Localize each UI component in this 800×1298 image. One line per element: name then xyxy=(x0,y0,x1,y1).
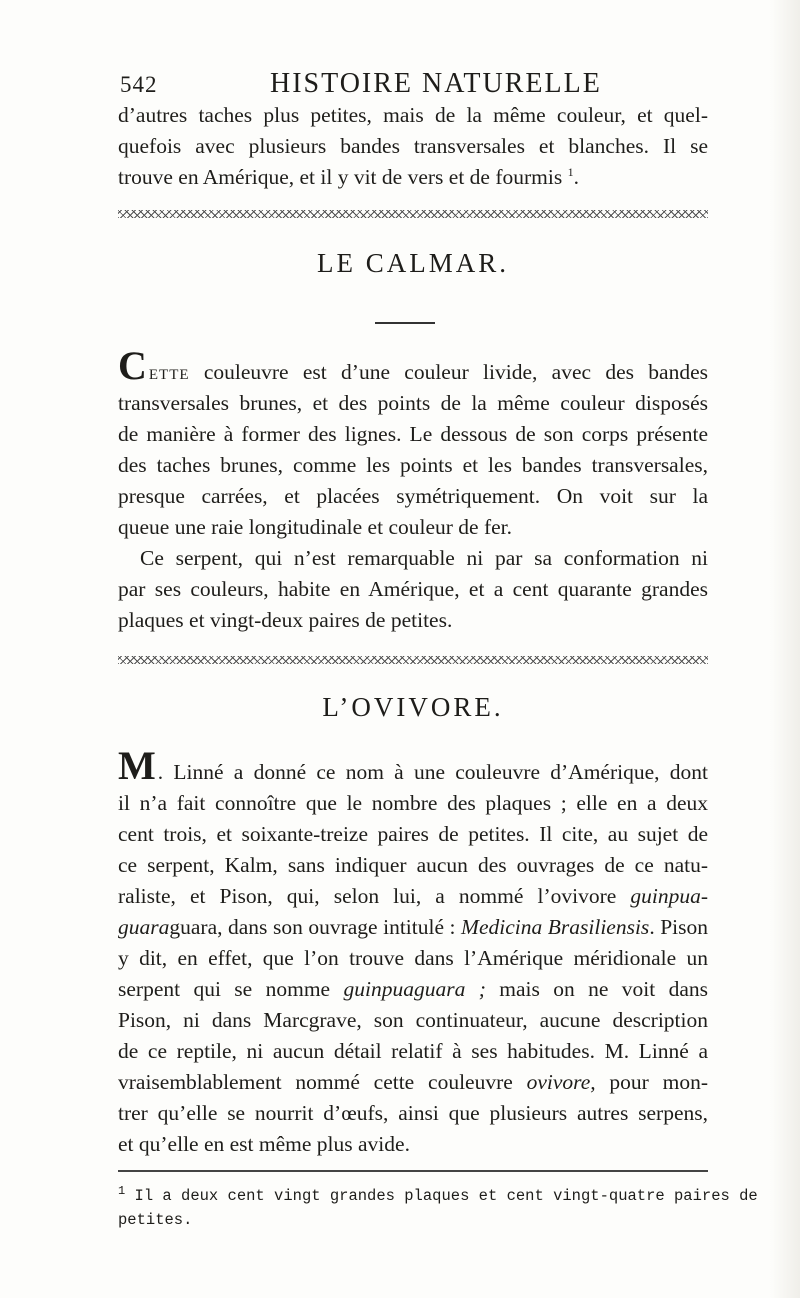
text-line: cent trois, et soixante-treize paires de petites. Il cite, au sujet de xyxy=(118,822,708,846)
page-edge-shading xyxy=(770,0,800,1298)
text-line: serpent qui se nomme guinpuaguara ; mais on ne voit dans xyxy=(118,977,709,1001)
text-line: y dit, en effet, que l’on trouve dans l’Amérique méridionale un xyxy=(118,946,708,970)
running-head: HISTOIRE NATURELLE xyxy=(270,68,602,99)
section-body xyxy=(118,343,708,636)
text-line: trer qu’elle se nourrit d’œufs, ainsi que plusieurs autres serpens, xyxy=(118,1101,708,1125)
footnote-rule xyxy=(118,1170,708,1172)
page-header xyxy=(120,58,680,102)
text-line: d’autres taches plus petites, mais de la même couleur, et quel- xyxy=(118,103,708,127)
text-line: des taches brunes, comme les points et les bandes transversales, xyxy=(118,453,708,477)
text-line: transversales brunes, et des points de la même couleur disposés xyxy=(118,391,708,415)
text-line: Cette couleuvre est d’une couleur livide, avec des bandes xyxy=(118,343,708,388)
ornamental-divider xyxy=(118,656,708,664)
section-title: L’OVIVORE. xyxy=(322,692,504,722)
drop-cap: M xyxy=(118,743,156,788)
text-line: presque carrées, et placées symétriquement. On voit sur la xyxy=(118,484,708,508)
text-line: il n’a fait connoître que le nombre des plaques ; elle en a deux xyxy=(118,791,708,815)
title-rule xyxy=(375,322,435,324)
footnote xyxy=(118,1183,758,1232)
footnote-line: petites. xyxy=(118,1211,193,1229)
section-title: LE CALMAR. xyxy=(317,248,509,278)
text-line: raliste, et Pison, qui, selon lui, a nommé l’ovivore guinpua- xyxy=(118,884,709,908)
footnote-reference: 1 xyxy=(567,164,574,179)
footnote-mark: 1 xyxy=(118,1183,126,1198)
ornamental-divider xyxy=(118,210,708,218)
text-line: vraisemblablement nommé cette couleuvre ovivore, pour mon- xyxy=(118,1070,709,1094)
footnote-line: $^1$ Il a deux cent vingt grandes plaques et cent vingt-quatre paires de xyxy=(118,1183,758,1205)
text-line: de ce reptile, ni aucun détail relatif à ses habitudes. M. Linné a xyxy=(118,1039,708,1063)
text-line: trouve en Amérique, et il y vit de vers et de fourmis $^1$. xyxy=(118,164,579,189)
text-line: par ses couleurs, habite en Amérique, et a cent quarante grandes xyxy=(118,577,708,601)
intro-paragraph xyxy=(118,100,708,193)
section-body xyxy=(118,743,709,1160)
text-line: plaques et vingt-deux paires de petites. xyxy=(118,608,453,632)
text-line: Pison, ni dans Marcgrave, son continuateur, aucune description xyxy=(118,1008,708,1032)
text-line: queue une raie longitudinale et couleur de fer. xyxy=(118,515,513,539)
text-line: guaraguara, dans son ouvrage intitulé : Medicina Brasiliensis. Pison xyxy=(118,915,709,939)
page-number: 542 xyxy=(120,72,158,97)
text-line: ce serpent, Kalm, sans indiquer aucun des ouvrages de ce natu- xyxy=(118,853,708,877)
text-line: quefois avec plusieurs bandes transversales et blanches. Il se xyxy=(118,134,708,158)
text-line: M. Linné a donné ce nom à une couleuvre d’Amérique, dont xyxy=(118,743,708,788)
text-line: et qu’elle en est même plus avide. xyxy=(118,1132,410,1156)
text-line: de manière à former des lignes. Le dessous de son corps présente xyxy=(118,422,708,446)
text-line: Ce serpent, qui n’est remarquable ni par sa conformation ni xyxy=(140,546,708,570)
drop-cap: C xyxy=(118,343,147,388)
